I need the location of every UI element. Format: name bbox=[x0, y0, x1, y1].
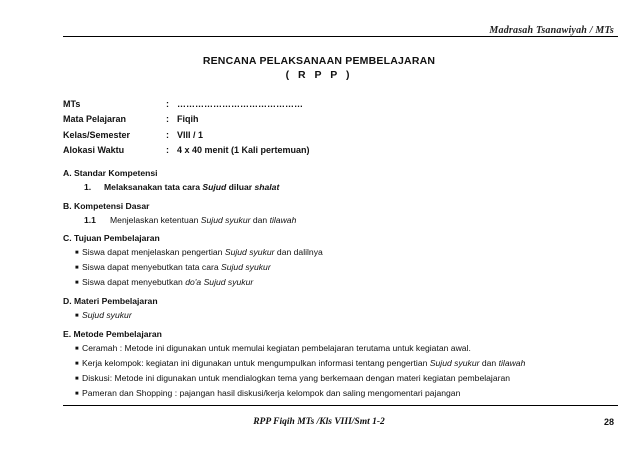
item-text-italic: Sujud bbox=[202, 182, 227, 192]
item-text: Melaksanakan tata cara bbox=[104, 182, 203, 192]
header-rule bbox=[63, 36, 618, 37]
item-text: diluar bbox=[226, 182, 255, 192]
info-value: Fiqih bbox=[177, 114, 199, 125]
bullet-icon: ■ bbox=[75, 280, 79, 286]
item-text-italic: Sujud syukur bbox=[224, 247, 275, 257]
bullet-icon: ■ bbox=[75, 265, 79, 271]
item-text: Ceramah : Metode ini digunakan untuk memulai kegiatan pembelajaran terutama untuk kegiatan awal. bbox=[82, 343, 471, 353]
bullet-icon: ■ bbox=[75, 250, 79, 256]
info-separator: : bbox=[166, 129, 169, 140]
info-label: Alokasi Waktu bbox=[63, 145, 125, 156]
info-separator: : bbox=[166, 145, 169, 156]
item-text: dan bbox=[250, 214, 270, 225]
list-item bbox=[63, 275, 618, 290]
section-heading-materi-pembelajaran: D. Materi Pembelajaran bbox=[63, 296, 158, 306]
competency-item bbox=[63, 180, 618, 195]
item-text-italic: Sujud syukur bbox=[429, 358, 480, 368]
item-number: 1. bbox=[84, 182, 92, 192]
info-label: Kelas/Semester bbox=[63, 129, 131, 140]
page-number: 28 bbox=[603, 417, 614, 427]
info-separator: : bbox=[166, 98, 169, 109]
bullet-icon: ■ bbox=[75, 346, 79, 352]
info-label: MTs bbox=[63, 98, 81, 109]
bullet-icon: ■ bbox=[75, 313, 79, 319]
item-text-italic: tilawah bbox=[498, 358, 526, 368]
info-row bbox=[63, 96, 310, 112]
info-value: VIII / 1 bbox=[177, 129, 204, 140]
section-heading-kompetensi-dasar: B. Kompetensi Dasar bbox=[63, 200, 150, 211]
item-text: dan dalilnya bbox=[274, 247, 323, 257]
running-footer: RPP Fiqih MTs /Kls VIII/Smt 1-2 bbox=[253, 417, 385, 427]
section-heading-tujuan-pembelajaran: C. Tujuan Pembelajaran bbox=[63, 233, 160, 243]
info-separator: : bbox=[166, 114, 169, 125]
list-item bbox=[63, 386, 618, 401]
info-row bbox=[63, 112, 310, 128]
document-subtitle: ( R P P ) bbox=[285, 69, 353, 81]
footer-rule bbox=[63, 405, 618, 406]
section-heading-standar-kompetensi: A. Standar Kompetensi bbox=[63, 168, 158, 178]
item-text: Siswa dapat menjelaskan pengertian bbox=[82, 247, 225, 257]
item-text-italic: tilawah bbox=[269, 214, 297, 225]
bullet-icon: ■ bbox=[75, 376, 79, 382]
item-text: Siswa dapat menyebutkan bbox=[82, 277, 186, 287]
info-table bbox=[63, 96, 310, 158]
item-text: Pameran dan Shopping : pajangan hasil diskusi/kerja kelompok dan saling mengomentari pajangan bbox=[82, 388, 461, 398]
item-text: Diskusi: Metode ini digunakan untuk mendialogkan tema yang berkemaan dengan materi kegiatan pembelajaran bbox=[82, 373, 511, 383]
bullet-icon: ■ bbox=[75, 361, 79, 367]
item-text-italic: Sujud syukur bbox=[221, 262, 271, 272]
running-header: Madrasah Tsanawiyah / MTs bbox=[489, 25, 614, 36]
item-text-italic: shalat bbox=[254, 182, 280, 192]
list-item bbox=[63, 308, 618, 323]
item-text: Siswa dapat menyebutkan tata cara bbox=[82, 262, 222, 272]
info-value: …………………………………… bbox=[177, 98, 303, 109]
item-text-italic: Sujud syukur bbox=[200, 214, 251, 225]
item-text: Kerja kelompok: kegiatan ini digunakan untuk mengumpulkan informasi tentang pengertian bbox=[82, 358, 430, 368]
list-item bbox=[63, 356, 618, 371]
document-body bbox=[63, 166, 618, 401]
info-row bbox=[63, 143, 310, 159]
document-title: RENCANA PELAKSANAAN PEMBELAJARAN bbox=[202, 55, 436, 67]
section-heading-metode-pembelajaran: E. Metode Pembelajaran bbox=[63, 329, 162, 339]
competency-item bbox=[63, 213, 618, 228]
item-number: 1.1 bbox=[84, 214, 96, 225]
info-label: Mata Pelajaran bbox=[63, 114, 127, 125]
list-item bbox=[63, 245, 618, 260]
item-text-italic: Sujud syukur bbox=[82, 310, 132, 320]
info-value: 4 x 40 menit (1 Kali pertemuan) bbox=[177, 145, 310, 156]
info-row bbox=[63, 127, 310, 143]
list-item bbox=[63, 371, 618, 386]
list-item bbox=[63, 260, 618, 275]
item-text: Menjelaskan ketentuan bbox=[110, 214, 201, 225]
item-text-italic: do'a Sujud syukur bbox=[185, 277, 254, 287]
bullet-icon: ■ bbox=[75, 391, 79, 397]
list-item bbox=[63, 341, 618, 356]
item-text: dan bbox=[479, 358, 499, 368]
